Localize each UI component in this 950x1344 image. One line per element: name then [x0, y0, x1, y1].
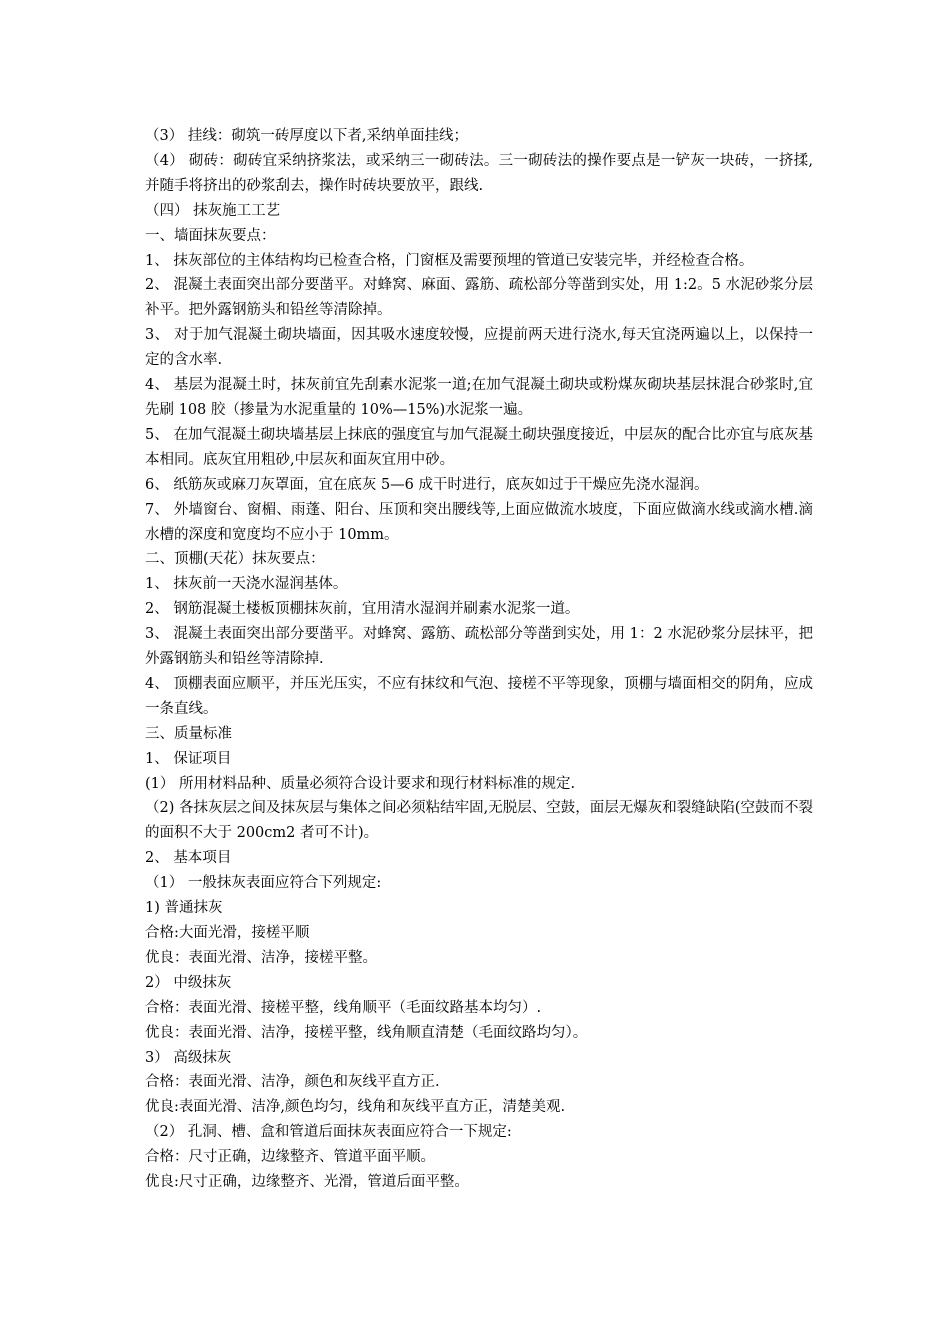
paragraph: 2） 中级抹灰 [145, 974, 232, 991]
paragraph: 1) 普通抹灰 [145, 900, 223, 917]
paragraph: 4、 基层为混凝土时，抹灰前宜先刮素水泥浆一道;在加气混凝土砌块或粉煤灰砌块基层抹混合砂浆时,宜先刷 108 胶（掺量为水泥重量的 10%—15%)水泥浆一遍。 [145, 377, 813, 418]
paragraph: 合格：尺寸正确，边缘整齐、管道平面平顺。 [145, 1149, 435, 1166]
paragraph: （3） 挂线：砌筑一砖厚度以下者,采纳单面挂线； [145, 128, 468, 144]
paragraph: 优良:尺寸正确，边缘整齐、光滑，管道后面平整。 [145, 1174, 469, 1191]
paragraph: （4） 砌砖：砌砖宜采纳挤浆法，或采纳三一砌砖法。三一砌砖法的操作要点是一铲灰一块砖，一挤揉,并随手将挤出的砂浆刮去，操作时砖块要放平，跟线. [145, 152, 813, 194]
paragraph: 合格：表面光滑、洁净，颜色和灰线平直方正. [145, 1074, 440, 1091]
paragraph: 1、 抹灰部位的主体结构均已检查合格，门窗框及需要预埋的管道已安装完毕，并经检查合格。 [145, 252, 754, 269]
paragraph: 4、 顶棚表面应顺平，并压光压实，不应有抹纹和气泡、接槎不平等现象，顶棚与墙面相交的阴角，应成一条直线。 [145, 675, 813, 717]
document-body [145, 124, 813, 1195]
paragraph: 优良:表面光滑、洁净,颜色均匀，线角和灰线平直方正，清楚美观. [145, 1099, 566, 1116]
paragraph: 2、 混凝土表面突出部分要凿平。对蜂窝、麻面、露筋、疏松部分等凿到实处，用 1:2。5 水泥砂浆分层补平。把外露钢筋头和铅丝等清除掉。 [145, 277, 813, 319]
paragraph: 1、 抹灰前一天浇水湿润基体。 [145, 576, 348, 593]
subsection-heading: 二、顶棚(天花）抹灰要点： [145, 551, 325, 568]
paragraph: (1） 所用材料品种、质量必须符合设计要求和现行材料标准的规定. [145, 775, 576, 792]
section-heading: （四） 抹灰施工工艺 [145, 202, 281, 219]
paragraph: （2） 孔洞、槽、盒和管道后面抹灰表面应符合一下规定: [145, 1124, 512, 1141]
paragraph: 优良：表面光滑、洁净，接槎平整，线角顺直清楚（毛面纹路均匀）。 [145, 1024, 588, 1041]
paragraph: 2、 基本项目 [145, 850, 232, 867]
paragraph: 3、 对于加气混凝土砌块墙面，因其吸水速度较慢，应提前两天进行浇水,每天宜浇两遍以上，以保持一定的含水率. [145, 327, 813, 369]
paragraph: 3） 高级抹灰 [145, 1049, 232, 1066]
paragraph: 优良：表面光滑、洁净，接槎平整。 [145, 949, 377, 966]
paragraph: 5、 在加气混凝土砌块墙基层上抹底的强度宜与加气混凝土砌块强度接近，中层灰的配合比亦宜与底灰基本相同。底灰宜用粗砂,中层灰和面灰宜用中砂。 [145, 426, 813, 468]
paragraph: 3、 混凝土表面突出部分要凿平。对蜂窝、露筋、疏松部分等凿到实处，用 1：2 水泥砂浆分层抹平，把外露钢筋头和铅丝等清除掉. [145, 626, 813, 668]
subsection-heading: 一、墙面抹灰要点： [145, 227, 276, 244]
paragraph: （1） 一般抹灰表面应符合下列规定: [145, 875, 382, 892]
paragraph: （2) 各抹灰层之间及抹灰层与集体之间必须粘结牢固,无脱层、空鼓，面层无爆灰和裂缝缺陷(空鼓而不裂的面积不大于 200cm2 者可不计)。 [145, 800, 813, 842]
paragraph: 2、 钢筋混凝土楼板顶棚抹灰前，宜用清水湿润并刷素水泥浆一道。 [145, 601, 580, 618]
paragraph: 6、 纸筋灰或麻刀灰罩面，宜在底灰 5—6 成干时进行，底灰如过于干燥应先浇水湿润。 [145, 476, 709, 493]
paragraph: 7、 外墙窗台、窗楣、雨蓬、阳台、压顶和突出腰线等,上面应做流水坡度，下面应做滴水线或滴水槽.滴水槽的深度和宽度均不应小于 10mm。 [145, 501, 813, 543]
subsection-heading: 三、质量标准 [145, 725, 232, 742]
paragraph: 合格：表面光滑、接槎平整，线角顺平（毛面纹路基本均匀）. [145, 999, 542, 1016]
paragraph: 合格:大面光滑，接槎平顺 [145, 925, 310, 941]
paragraph: 1、 保证项目 [145, 750, 232, 767]
